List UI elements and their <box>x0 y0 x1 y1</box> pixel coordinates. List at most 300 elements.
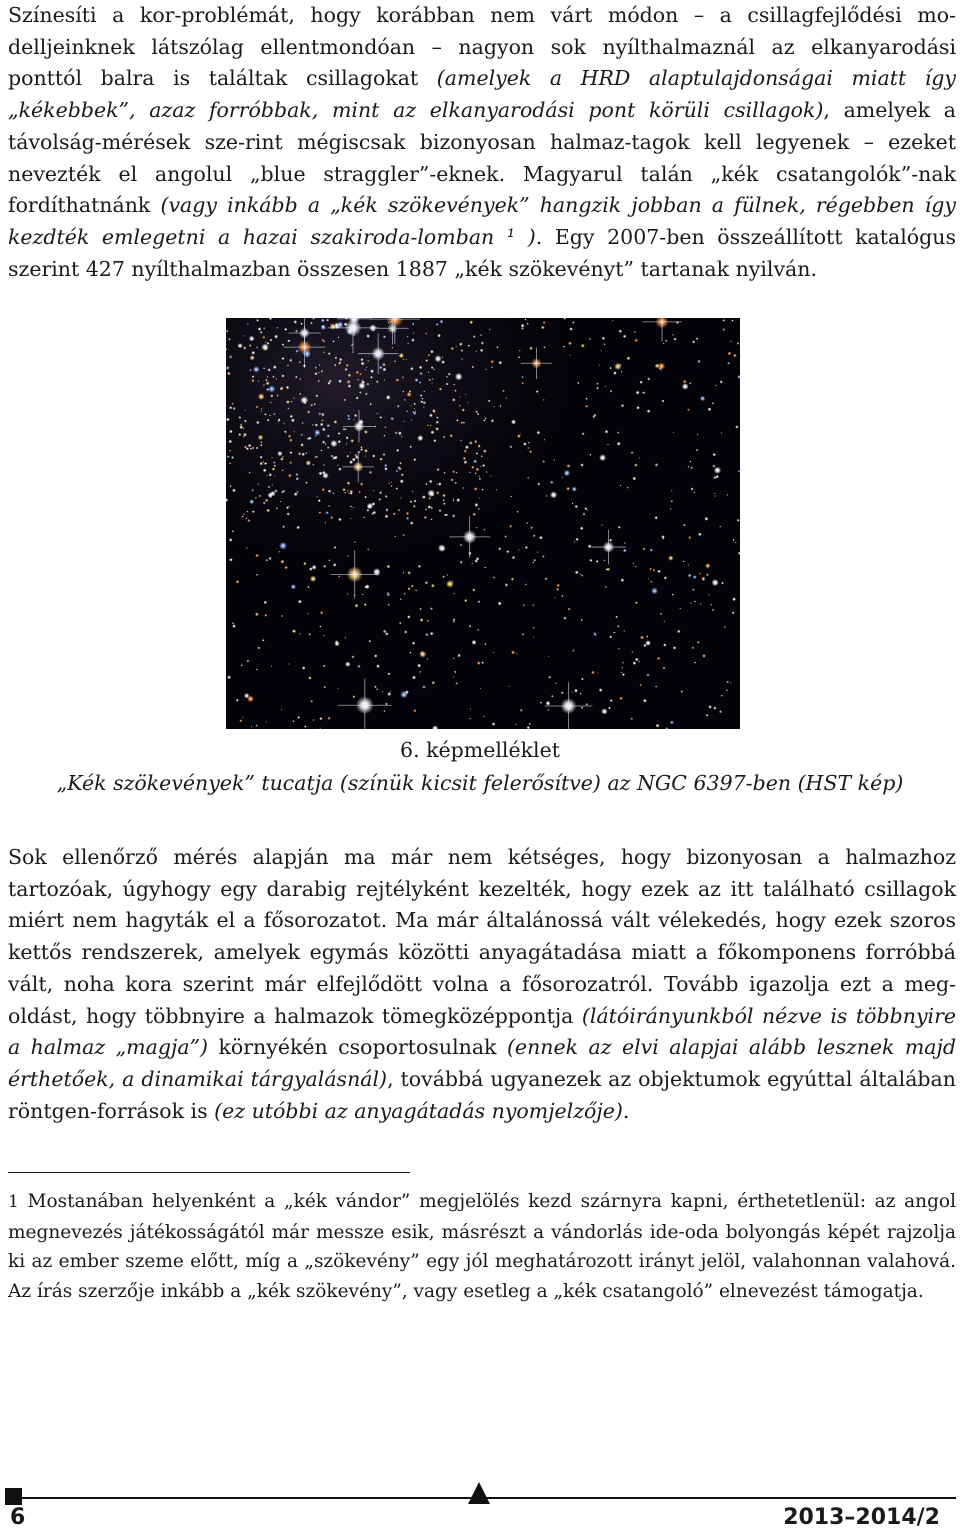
star <box>546 701 551 706</box>
star <box>457 654 460 657</box>
star <box>307 613 309 615</box>
star <box>257 380 259 382</box>
star <box>383 453 386 456</box>
star <box>726 681 729 684</box>
star <box>282 469 284 471</box>
star <box>271 457 272 458</box>
star <box>639 684 641 686</box>
star <box>486 471 488 473</box>
star <box>627 487 629 489</box>
star <box>670 508 672 510</box>
star <box>326 319 329 322</box>
star <box>697 641 700 644</box>
star <box>382 368 386 372</box>
star <box>715 475 719 479</box>
star <box>658 367 661 370</box>
footer-triangle-marker <box>468 1482 490 1504</box>
star <box>698 532 702 536</box>
star <box>481 489 483 491</box>
star <box>461 349 464 352</box>
star <box>413 411 417 415</box>
star <box>454 389 457 392</box>
star <box>425 581 428 584</box>
star <box>447 574 449 576</box>
star <box>271 484 273 486</box>
star <box>410 405 412 407</box>
text-run: (ennek az elvi alapjai alább lesznek majd érthetőek, a dinamikai tárgyalásnál) <box>8 1035 956 1091</box>
star <box>732 597 736 601</box>
star <box>319 364 321 366</box>
star <box>277 451 282 456</box>
star <box>291 418 295 422</box>
star <box>231 456 234 459</box>
star <box>427 489 435 497</box>
star <box>387 592 389 594</box>
star <box>319 471 323 475</box>
star <box>265 341 267 343</box>
star <box>668 555 673 560</box>
star <box>542 460 545 463</box>
star <box>696 337 699 340</box>
star <box>663 667 665 669</box>
star <box>671 500 674 503</box>
star <box>491 419 494 422</box>
star <box>255 612 259 616</box>
star <box>272 467 275 470</box>
star <box>696 449 698 451</box>
star <box>490 475 491 476</box>
star <box>603 343 605 345</box>
star <box>599 454 606 461</box>
star <box>459 396 460 397</box>
star <box>424 516 427 519</box>
star <box>295 473 298 476</box>
text-run: (ez utóbbi az anyagátadás nyomjelzője). <box>214 1098 630 1123</box>
star <box>622 662 624 664</box>
star <box>406 410 408 412</box>
star <box>722 328 725 331</box>
star <box>372 329 374 331</box>
star <box>511 650 515 654</box>
star <box>297 716 300 719</box>
star <box>287 407 289 409</box>
star <box>477 629 479 631</box>
star <box>263 327 265 329</box>
star <box>315 435 317 437</box>
star <box>655 685 657 687</box>
star <box>367 360 369 362</box>
star <box>613 632 615 634</box>
star <box>308 437 311 440</box>
star <box>407 336 408 337</box>
star <box>572 649 574 651</box>
star <box>732 611 735 614</box>
star <box>508 685 510 687</box>
star <box>328 505 330 507</box>
star <box>477 444 480 447</box>
star <box>459 342 463 346</box>
star <box>498 602 502 606</box>
star <box>692 588 695 591</box>
star <box>246 547 248 549</box>
star <box>338 336 340 338</box>
star <box>411 419 412 420</box>
star <box>640 636 644 640</box>
star <box>511 577 514 580</box>
star <box>547 709 549 711</box>
star <box>474 487 478 491</box>
star <box>383 435 385 437</box>
star <box>690 466 693 469</box>
star <box>267 376 269 378</box>
star <box>430 425 432 427</box>
star <box>295 329 298 332</box>
star <box>468 345 470 347</box>
star <box>407 615 410 618</box>
star <box>660 613 663 616</box>
star <box>337 688 338 689</box>
star <box>240 423 243 426</box>
star <box>555 682 557 684</box>
star <box>376 688 378 690</box>
star <box>322 472 328 478</box>
star <box>413 505 416 508</box>
star <box>269 557 272 560</box>
star <box>693 575 697 579</box>
star <box>469 441 472 444</box>
star <box>296 526 300 530</box>
star <box>589 338 591 340</box>
star <box>359 373 362 376</box>
star <box>721 582 724 585</box>
star <box>364 449 368 453</box>
star <box>568 341 572 345</box>
star <box>346 455 349 458</box>
star <box>364 430 368 434</box>
star <box>265 499 269 503</box>
star <box>543 321 546 324</box>
star <box>361 362 365 366</box>
star <box>364 455 366 457</box>
star <box>527 477 529 479</box>
star <box>699 573 701 575</box>
star <box>643 699 647 703</box>
star <box>312 464 314 466</box>
star <box>305 481 307 483</box>
star <box>345 637 347 639</box>
star <box>427 620 429 622</box>
star <box>300 323 303 326</box>
star <box>453 593 455 595</box>
star <box>247 660 250 663</box>
star <box>426 658 428 660</box>
star <box>388 482 390 484</box>
star <box>621 404 624 407</box>
star <box>519 433 520 434</box>
star <box>263 367 265 369</box>
star <box>353 329 355 331</box>
star <box>334 364 336 366</box>
star <box>433 439 436 442</box>
star <box>419 372 422 375</box>
star <box>650 548 653 551</box>
text-run: ¹ <box>506 224 516 249</box>
star <box>663 343 665 345</box>
star <box>650 581 652 583</box>
star <box>412 490 414 492</box>
star <box>545 577 548 580</box>
star <box>515 724 517 726</box>
star <box>395 431 398 434</box>
star <box>621 578 625 582</box>
star <box>527 323 529 325</box>
star <box>519 350 521 352</box>
star <box>364 496 367 499</box>
star <box>278 420 280 422</box>
star <box>412 323 414 325</box>
star <box>292 630 294 632</box>
star <box>610 699 613 702</box>
star <box>350 439 354 443</box>
star <box>657 570 660 573</box>
star <box>322 325 325 328</box>
star <box>282 525 285 528</box>
star <box>287 364 289 366</box>
star <box>618 648 620 650</box>
star <box>243 433 247 437</box>
star <box>320 423 324 427</box>
star <box>406 392 411 397</box>
star <box>279 542 287 550</box>
star <box>548 656 549 657</box>
star <box>351 655 354 658</box>
star <box>251 379 254 382</box>
star <box>394 360 396 362</box>
star <box>455 345 456 346</box>
star <box>304 725 307 728</box>
star <box>480 466 481 467</box>
star <box>528 442 530 444</box>
star <box>529 347 533 351</box>
star <box>588 544 592 548</box>
star <box>428 354 431 357</box>
star <box>252 447 255 450</box>
star <box>636 391 640 395</box>
star <box>694 492 696 494</box>
star <box>289 438 292 441</box>
star <box>427 505 431 509</box>
star <box>473 459 477 463</box>
star <box>379 416 382 419</box>
star <box>419 381 421 383</box>
star <box>272 376 275 379</box>
star <box>572 503 574 505</box>
star <box>712 579 719 586</box>
star <box>504 535 507 538</box>
star <box>268 486 270 488</box>
star <box>348 384 352 388</box>
star <box>379 491 382 494</box>
star <box>580 527 584 531</box>
star <box>264 601 268 605</box>
star <box>521 376 523 378</box>
star <box>605 430 608 433</box>
star <box>430 518 432 520</box>
star <box>502 390 505 393</box>
star <box>300 434 302 436</box>
star <box>662 538 664 540</box>
body-paragraph-2 <box>8 842 956 1127</box>
star <box>606 568 609 571</box>
star <box>676 321 680 325</box>
star <box>610 390 612 392</box>
star <box>509 445 512 448</box>
star <box>448 373 451 376</box>
star <box>281 357 284 360</box>
star <box>430 632 434 636</box>
star <box>346 364 349 367</box>
star <box>352 343 354 345</box>
star <box>681 690 683 692</box>
star <box>551 695 553 697</box>
star <box>428 497 431 500</box>
star <box>273 461 276 464</box>
star <box>645 640 651 646</box>
star <box>425 359 428 362</box>
star <box>412 676 416 680</box>
star <box>299 633 301 635</box>
star <box>269 473 272 476</box>
star <box>599 688 603 692</box>
star <box>491 360 494 363</box>
star <box>536 551 538 553</box>
star <box>731 319 733 321</box>
star <box>384 467 388 471</box>
star <box>328 489 331 492</box>
star <box>402 376 403 377</box>
star <box>346 436 349 439</box>
star <box>244 446 247 449</box>
star <box>634 463 637 466</box>
star <box>327 424 330 427</box>
star <box>303 562 306 565</box>
star <box>414 408 415 409</box>
star <box>273 413 276 416</box>
star <box>387 692 391 696</box>
star <box>322 339 325 342</box>
star <box>670 721 674 725</box>
star <box>390 417 394 421</box>
star <box>450 434 453 437</box>
star <box>460 561 463 564</box>
star <box>541 326 545 330</box>
star <box>634 331 636 333</box>
star <box>446 376 448 378</box>
star <box>469 718 471 720</box>
star <box>298 452 301 455</box>
star <box>345 661 350 666</box>
star <box>452 500 454 502</box>
star <box>561 595 563 597</box>
star <box>500 405 502 407</box>
star <box>352 695 355 698</box>
star <box>443 499 445 501</box>
star <box>255 497 257 499</box>
star <box>246 517 248 519</box>
star <box>350 452 351 453</box>
star <box>418 565 421 568</box>
star <box>347 415 350 418</box>
star <box>581 344 585 348</box>
star <box>374 654 377 657</box>
star <box>572 321 574 323</box>
star <box>455 373 463 381</box>
star <box>688 536 691 539</box>
star <box>478 508 480 510</box>
star <box>619 697 623 701</box>
star <box>724 626 726 628</box>
star <box>459 405 461 407</box>
star <box>419 651 426 658</box>
star <box>243 335 245 337</box>
star <box>322 428 326 432</box>
star <box>356 396 359 399</box>
star <box>663 620 665 622</box>
star <box>376 413 378 415</box>
star <box>460 440 462 442</box>
star <box>410 367 413 370</box>
star <box>461 358 463 360</box>
star <box>453 384 455 386</box>
star <box>363 516 365 518</box>
star <box>481 661 484 664</box>
star <box>347 490 349 492</box>
star <box>639 381 642 384</box>
star <box>613 371 617 375</box>
star <box>338 361 341 364</box>
star <box>638 407 640 409</box>
star <box>453 676 454 677</box>
star <box>270 402 272 404</box>
star <box>673 646 676 649</box>
star <box>379 457 382 460</box>
star <box>339 358 342 361</box>
star <box>349 460 353 464</box>
star <box>263 384 265 386</box>
star <box>246 511 248 513</box>
star <box>396 378 400 382</box>
star <box>365 393 368 396</box>
star <box>382 691 383 692</box>
star <box>258 393 265 400</box>
star <box>440 320 444 324</box>
star <box>264 462 267 465</box>
star <box>415 410 417 412</box>
star <box>367 383 370 386</box>
star <box>312 424 314 426</box>
star <box>273 365 277 369</box>
star <box>327 382 330 385</box>
star <box>462 487 464 489</box>
star <box>250 355 255 360</box>
star <box>612 320 614 322</box>
star <box>566 487 570 491</box>
star <box>591 671 595 675</box>
star <box>430 607 433 610</box>
star <box>432 378 434 380</box>
star <box>511 419 516 424</box>
text-run: Sok ellenőrző mérés alapján ma már nem kétséges, hogy bizonyosan a halmazhoz tartozóak, úgyhogy egy darabig rejtélyként kezelték, hogy ezek az itt található csillagok miért nem hagyták el a fősorozatot. Ma már általánossá vált vélekedés, hogy ezek szoros kettős rendszerek, amelyek egymás közötti anyagátadása miatt a főkomponens forróbbá vált, noha kora szerint már elfejlődött volna a fősorozatról. Tovább igazolja ezt a meg-oldást, hogy többnyire a halmazok tömegközéppontja <box>8 845 956 1028</box>
